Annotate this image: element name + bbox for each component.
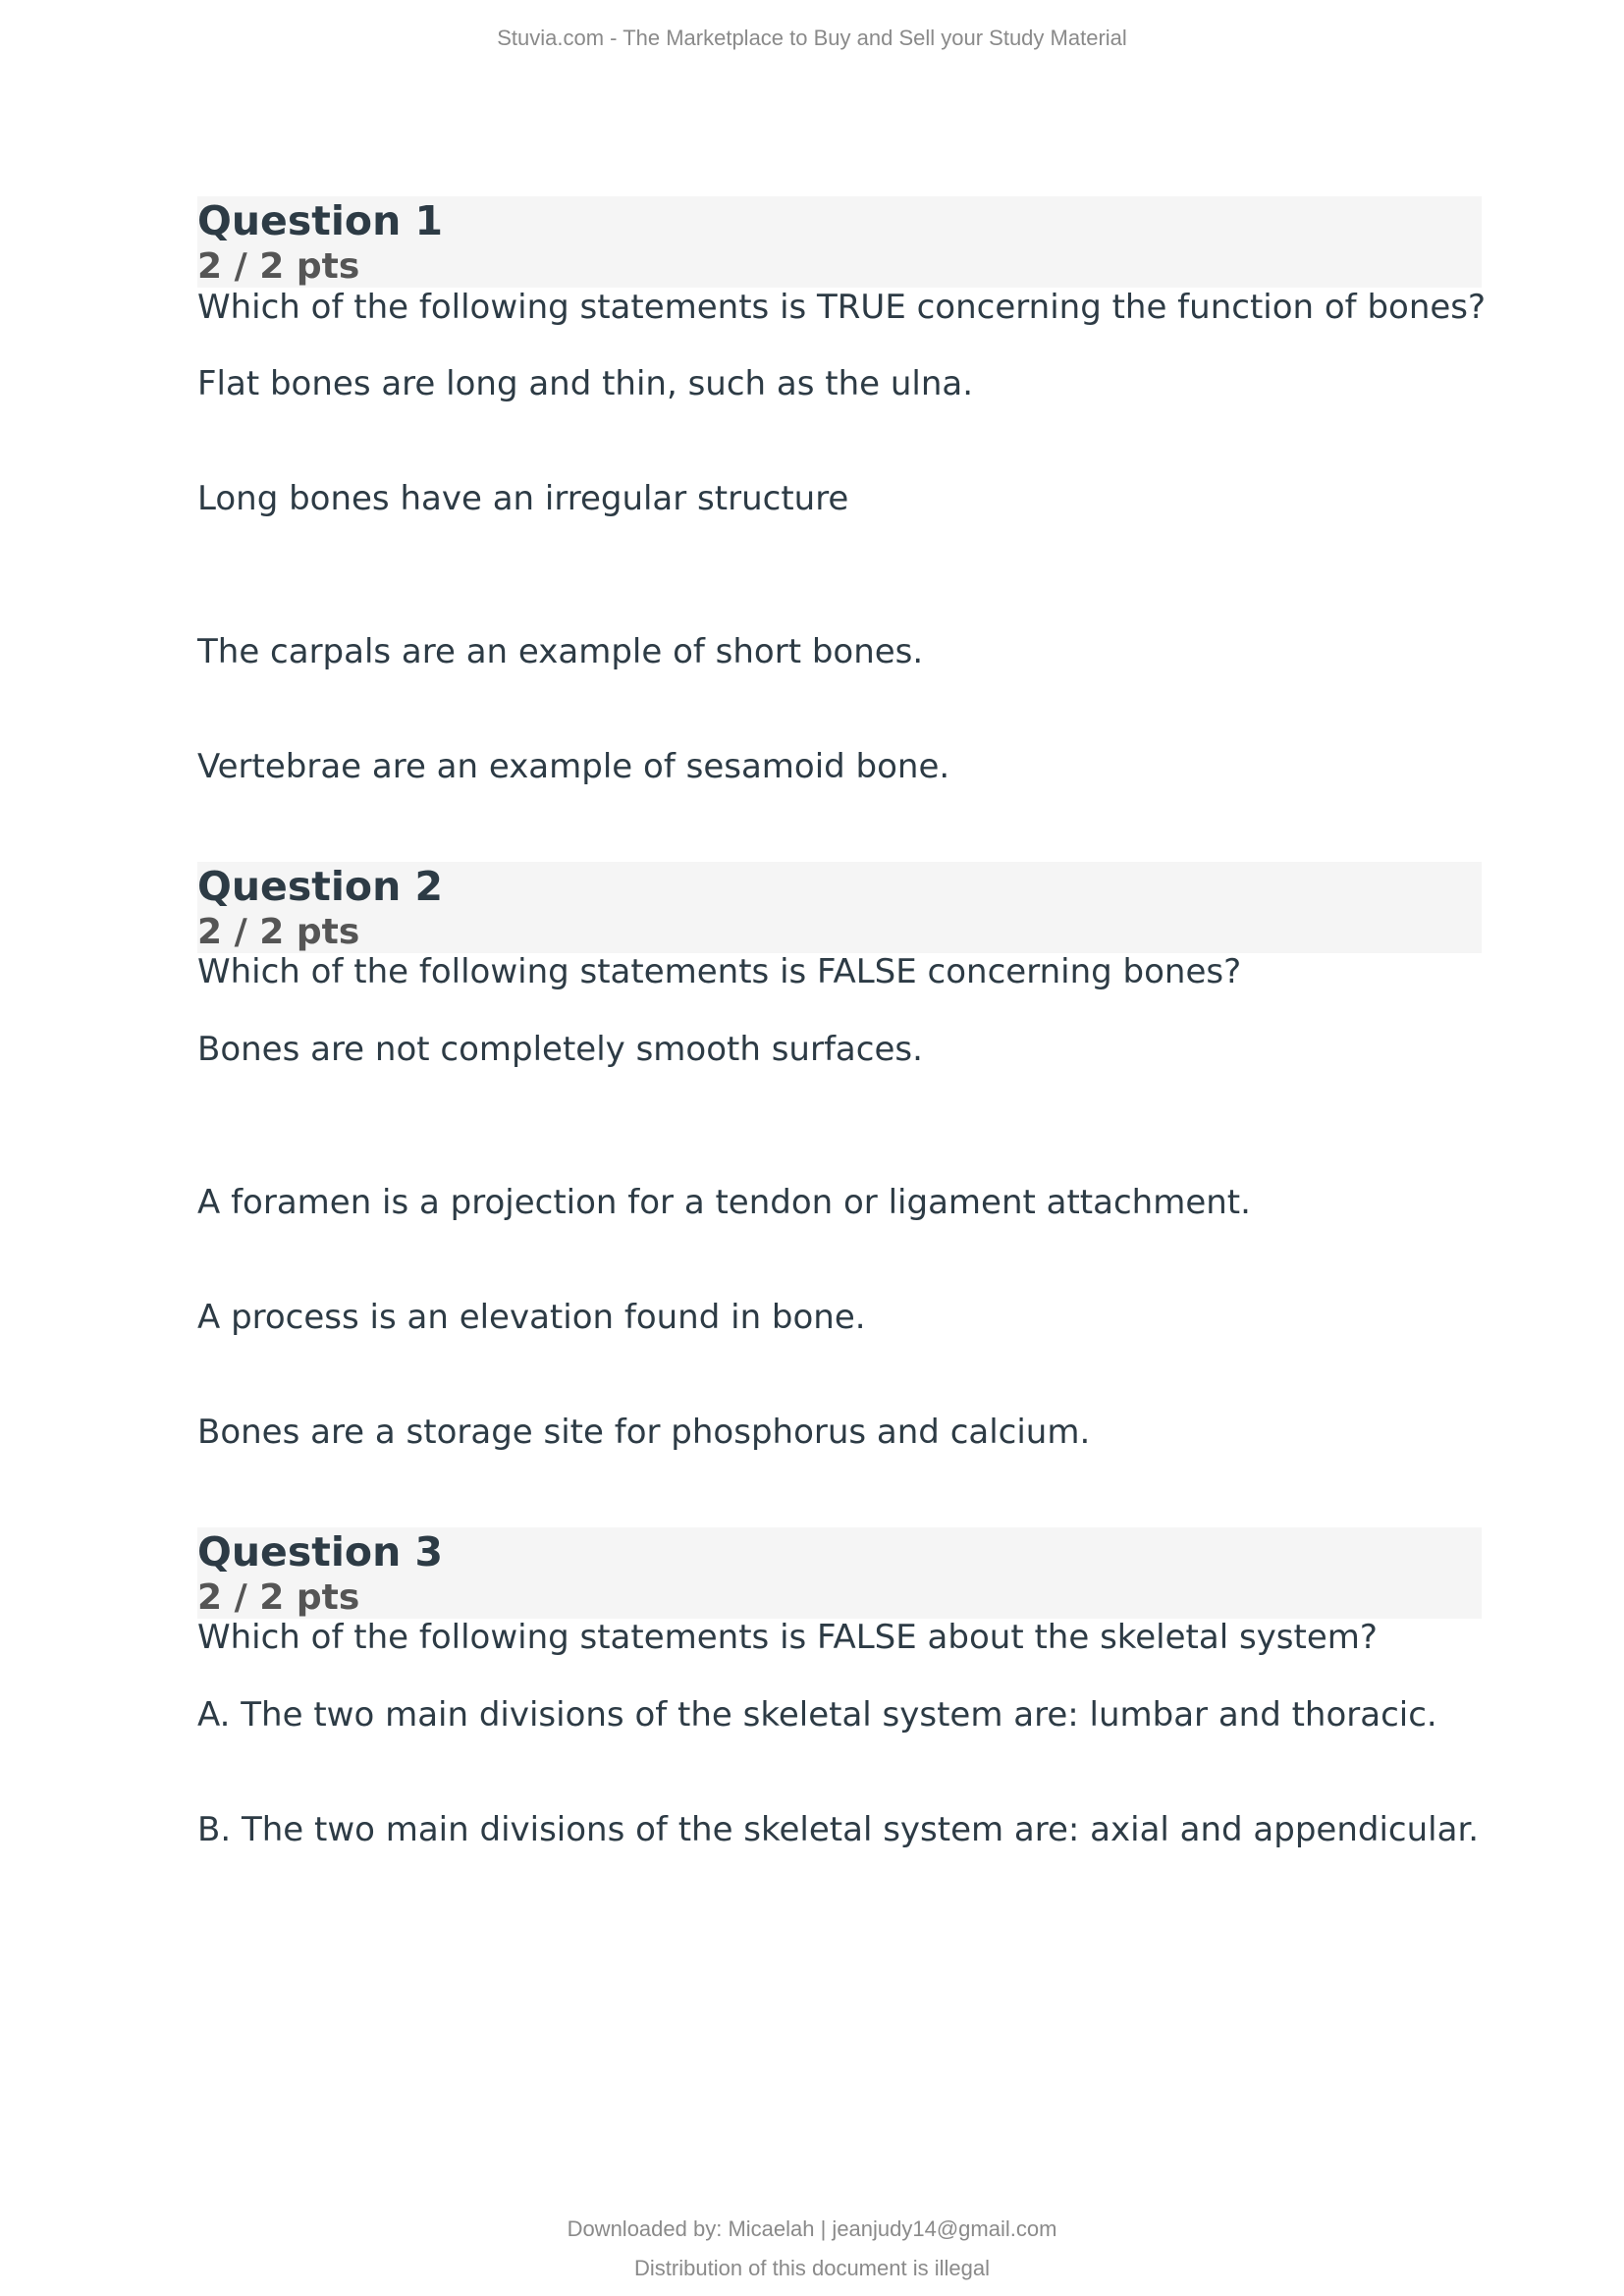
question-points: 2 / 2 pts <box>197 246 360 287</box>
answer-option: B. The two main divisions of the skeletal system are: axial and appendicular. <box>197 1810 1480 1849</box>
question-1 <box>197 196 1487 786</box>
question-header <box>197 196 1482 288</box>
question-prompt: Which of the following statements is FALSE about the skeletal system? <box>197 1618 1378 1657</box>
answer-option: A process is an elevation found in bone. <box>197 1298 866 1337</box>
answer-option: A foramen is a projection for a tendon or ligament attachment. <box>197 1183 1251 1222</box>
answer-option: The carpals are an example of short bones. <box>197 632 924 671</box>
distribution-notice: Distribution of this document is illegal <box>634 2256 990 2280</box>
question-header <box>197 1527 1482 1619</box>
question-prompt: Which of the following statements is FALSE concerning bones? <box>197 952 1242 991</box>
question-2 <box>197 862 1482 1452</box>
answer-option: Bones are a storage site for phosphorus and calcium. <box>197 1413 1091 1452</box>
answer-option: Vertebrae are an example of sesamoid bone. <box>197 747 950 786</box>
question-prompt: Which of the following statements is TRUE concerning the function of bones? <box>197 288 1487 327</box>
question-title: Question 2 <box>197 863 444 910</box>
answer-option: Long bones have an irregular structure <box>197 479 849 518</box>
answer-option: A. The two main divisions of the skeletal system are: lumbar and thoracic. <box>197 1695 1437 1735</box>
question-points: 2 / 2 pts <box>197 912 360 952</box>
question-header <box>197 862 1482 953</box>
question-3 <box>197 1527 1482 1849</box>
downloaded-by-text: Downloaded by: Micaelah | jeanjudy14@gmail.com <box>567 2216 1057 2241</box>
answer-option: Bones are not completely smooth surfaces. <box>197 1030 923 1069</box>
question-title: Question 1 <box>197 197 444 244</box>
question-title: Question 3 <box>197 1528 444 1575</box>
question-points: 2 / 2 pts <box>197 1577 360 1618</box>
answer-option: Flat bones are long and thin, such as the ulna. <box>197 364 974 403</box>
site-header-text: Stuvia.com - The Marketplace to Buy and Sell your Study Material <box>497 26 1127 50</box>
